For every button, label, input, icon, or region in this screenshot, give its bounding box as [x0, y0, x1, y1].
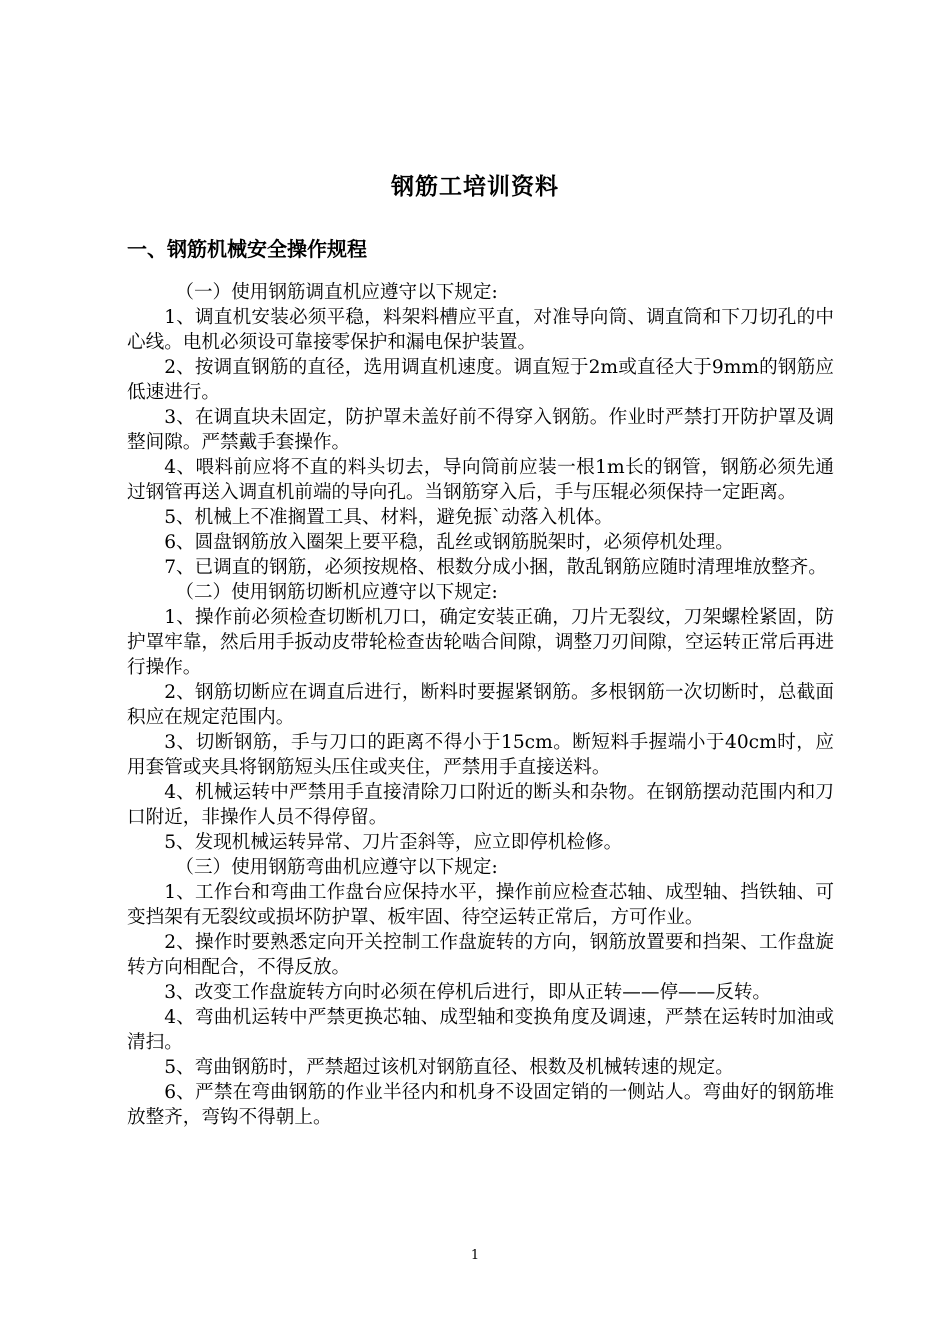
subsection-heading: （一）使用钢筋调直机应遵守以下规定:	[175, 282, 498, 303]
paragraph: 1、工作台和弯曲工作盘台应保持水平，操作前应检查芯轴、成型轴、挡铁轴、可变挡架有无裂纹或损坏防护罩、板牢固、待空运转正常后，方可作业。	[127, 882, 834, 928]
paragraph: 1、调直机安装必须平稳，料架料槽应平直，对准导向筒、调直筒和下刀切孔的中心线。电机必须设可靠接零保护和漏电保护装置。	[127, 307, 834, 353]
paragraph: 2、操作时要熟悉定向开关控制工作盘旋转的方向，钢筋放置要和挡架、工作盘旋转方向相配合，不得反放。	[127, 932, 834, 978]
page-number: 1	[470, 1248, 480, 1263]
document-title: 钢筋工培训资料	[391, 173, 559, 200]
subsection-heading: （二）使用钢筋切断机应遵守以下规定:	[175, 582, 498, 603]
paragraph: 4、机械运转中严禁用手直接清除刀口附近的断头和杂物。在钢筋摆动范围内和刀口附近，非操作人员不得停留。	[127, 782, 834, 828]
paragraph: 5、弯曲钢筋时，严禁超过该机对钢筋直径、根数及机械转速的规定。	[164, 1057, 734, 1078]
paragraph: 3、在调直块未固定，防护罩未盖好前不得穿入钢筋。作业时严禁打开防护罩及调整间隙。严禁戴手套操作。	[127, 407, 834, 453]
paragraph: 6、圆盘钢筋放入圈架上要平稳，乱丝或钢筋脱架时，必须停机处理。	[164, 532, 734, 553]
paragraph: 5、机械上不准搁置工具、材料，避免振`动落入机体。	[164, 507, 613, 528]
paragraph: 3、改变工作盘旋转方向时必须在停机后进行，即从正转——停——反转。	[164, 982, 772, 1003]
paragraph: 3、切断钢筋，手与刀口的距离不得小于15cm。断短料手握端小于40cm时，应用套管或夹具将钢筋短头压住或夹住，严禁用手直接送料。	[127, 732, 834, 778]
paragraph: 4、弯曲机运转中严禁更换芯轴、成型轴和变换角度及调速，严禁在运转时加油或清扫。	[127, 1007, 834, 1053]
paragraph: 5、发现机械运转异常、刀片歪斜等，应立即停机检修。	[164, 832, 623, 853]
paragraph: 7、已调直的钢筋，必须按规格、根数分成小捆，散乱钢筋应随时清理堆放整齐。	[164, 557, 827, 578]
paragraph: 2、按调直钢筋的直径，选用调直机速度。调直短于2m或直径大于9mm的钢筋应低速进行。	[127, 357, 834, 403]
document-body	[127, 280, 834, 1130]
paragraph: 6、严禁在弯曲钢筋的作业半径内和机身不设固定销的一侧站人。弯曲好的钢筋堆放整齐，弯钩不得朝上。	[127, 1082, 834, 1128]
subsection-heading: （三）使用钢筋弯曲机应遵守以下规定:	[175, 857, 498, 878]
paragraph: 1、操作前必须检查切断机刀口，确定安装正确，刀片无裂纹，刀架螺栓紧固，防护罩牢靠，然后用手扳动皮带轮检查齿轮啮合间隙，调整刀刃间隙，空运转正常后再进行操作。	[127, 607, 834, 678]
paragraph: 4、喂料前应将不直的料头切去，导向筒前应装一根1m长的钢管，钢筋必须先通过钢管再送入调直机前端的导向孔。当钢筋穿入后，手与压辊必须保持一定距离。	[127, 457, 834, 503]
paragraph: 2、钢筋切断应在调直后进行，断料时要握紧钢筋。多根钢筋一次切断时，总截面积应在规定范围内。	[127, 682, 834, 728]
section-heading: 一、钢筋机械安全操作规程	[127, 237, 367, 261]
